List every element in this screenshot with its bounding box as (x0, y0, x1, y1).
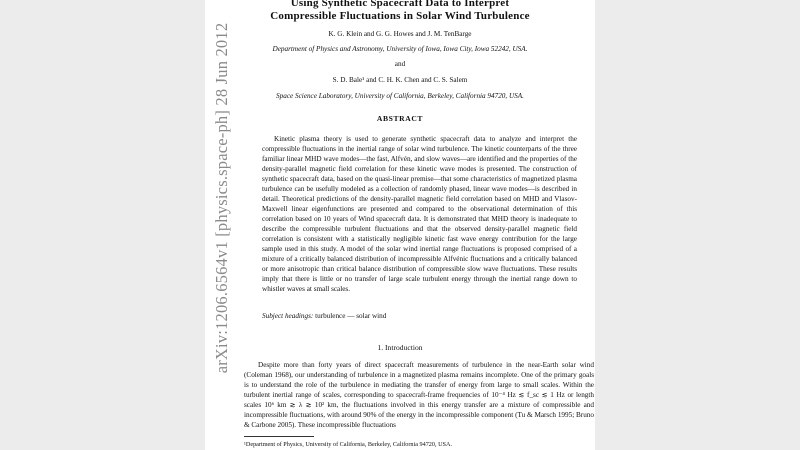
abstract-heading: ABSTRACT (376, 114, 424, 123)
arxiv-stamp (212, 22, 232, 374)
and-separator: and (394, 60, 406, 68)
affiliation-1: Department of Physics and Astronomy, University of Iowa, Iowa City, Iowa 52242, USA. (272, 45, 528, 53)
abstract-text: Kinetic plasma theory is used to generate synthetic spacecraft data to analyze and interpret the compressible fluctuations in the inertial range of solar wind turbulence. The kinetic counterparts of the three familiar linear MHD wave modes—the fast, Alfvén, and slow waves—are identified and the properties of the density-parallel magnetic field correlation for these kinetic wave modes is presented. The construction of synthetic spacecraft data, based on the quasi-linear premise—that some characteristics of magnetized plasma turbulence can be usefully modeled as a collection of randomly phased, linear wave modes—is described in detail. Theoretical predictions of the density-parallel magnetic field correlation based on MHD and Vlasov-Maxwell linear eigenfunctions are presented and compared to the observational determination of this correlation based on 10 years of Wind spacecraft data. It is demonstrated that MHD theory is inadequate to describe the compressible turbulent fluctuations and that the observed density-parallel magnetic field correlation is consistent with a statistically negligible kinetic fast wave energy contribution for the large sample used in this study. A model of the solar wind inertial range fluctuations is proposed comprised of a mixture of a critically balanced distribution of incompressible Alfvénic fluctuations and a critically balanced or more anisotropic than critical balance distribution of compressible slow wave fluctuations. These results imply that there is little or no transfer of large scale turbulent energy through the inertial range down to whistler waves at small scales. (262, 135, 577, 293)
arxiv-id: arXiv:1206.6564v1 [physics.space-ph] 28 Jun 2012 (212, 22, 231, 374)
subject-label: Subject headings: (262, 312, 314, 320)
section-heading: 1. Introduction (377, 343, 423, 352)
intro-paragraph: Despite more than forty years of direct spacecraft measurements of turbulence in the near-Earth solar wind (Coleman 1968), our understanding of turbulence in a magnetized plasma remains incomplete. One of the primary goals is to understand the role of the turbulence in mediating the transfer of energy from large to small scales. Within the turbulent inertial range of scales, corresponding to spacecraft-frame frequencies of 10⁻⁴ Hz ≲ f_sc ≲ 1 Hz or length scales 10⁶ km ≳ λ ≳ 10² km, the fluctuations involved in this energy transfer are a mixture of compressible and incompressible fluctuations, with around 90% of the energy in the incompressible component (Tu & Marsch 1995; Bruno & Carbone 2005). These incompressible fluctuations (244, 361, 594, 429)
title-line-2: Compressible Fluctuations in Solar Wind Turbulence (270, 10, 530, 22)
affiliation-2: Space Science Laboratory, University of California, Berkeley, California 94720, USA. (276, 92, 524, 100)
subject-headings (262, 312, 386, 320)
footnote: ¹Department of Physics, University of California, Berkeley, California 94720, USA. (244, 441, 453, 448)
footnote-rule (244, 436, 314, 437)
authors-line-1: K. G. Klein and G. G. Howes and J. M. TenBarge (328, 30, 472, 38)
authors-line-2: S. D. Bale¹ and C. H. K. Chen and C. S. Salem (332, 76, 468, 84)
subject-value: turbulence — solar wind (315, 312, 387, 320)
title-line-1: Using Synthetic Spacecraft Data to Interpret (290, 0, 510, 9)
